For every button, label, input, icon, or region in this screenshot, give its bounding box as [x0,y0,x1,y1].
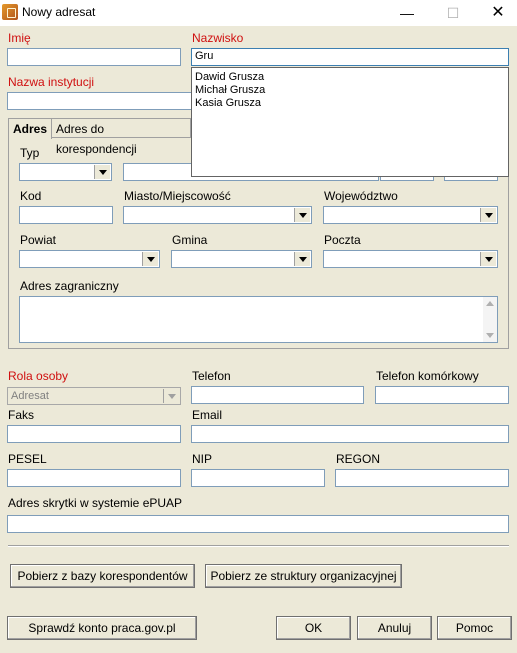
nazwisko-label: Nazwisko [192,31,244,45]
minimize-button[interactable]: — [400,5,414,21]
adres-skrytki-label: Adres skrytki w systemie ePUAP [8,496,183,510]
nazwisko-input[interactable]: Gru [191,48,509,66]
wojewodztwo-select[interactable] [323,206,498,224]
powiat-select[interactable] [19,250,160,268]
telefon-komorkowy-input[interactable] [375,386,509,404]
adres-zagraniczny-textarea[interactable] [19,296,498,343]
gmina-select[interactable] [171,250,312,268]
anuluj-button[interactable]: Anuluj [357,616,432,640]
wojewodztwo-label: Województwo [324,189,398,203]
telefon-label: Telefon [192,369,231,383]
poczta-label: Poczta [324,233,361,247]
email-label: Email [192,408,223,422]
nip-label: NIP [192,452,213,466]
autocomplete-dropdown [191,67,509,177]
gmina-label: Gmina [172,233,208,247]
tab-adres-do-korespondencji[interactable]: Adres do korespondencji [51,118,191,138]
telefon-komorkowy-label: Telefon komórkowy [376,369,479,383]
faks-label: Faks [8,408,35,422]
typ-label: Typ [20,146,40,160]
autocomplete-item[interactable]: Michał Grusza [195,84,266,96]
pomoc-button[interactable]: Pomoc [437,616,512,640]
maximize-button[interactable]: ☐ [446,5,460,21]
miasto-label: Miasto/Miejscowość [124,189,231,203]
scroll-up-icon [486,301,494,306]
pesel-label: PESEL [8,452,47,466]
pobierz-ze-struktury-button[interactable]: Pobierz ze struktury organizacyjnej [205,564,402,588]
chevron-down-icon [480,208,496,222]
typ-select[interactable] [19,163,112,181]
adres-skrytki-input[interactable] [7,515,509,533]
sprawdz-konto-button[interactable]: Sprawdź konto praca.gov.pl [7,616,197,640]
nip-input[interactable] [191,469,325,487]
close-button[interactable]: ✕ [491,4,505,21]
email-input[interactable] [191,425,509,443]
scroll-down-icon [486,333,494,338]
regon-input[interactable] [335,469,509,487]
autocomplete-item[interactable]: Dawid Grusza [195,71,265,83]
nazwa-instytucji-label: Nazwa instytucji [8,75,95,89]
imie-input[interactable] [7,48,181,66]
chevron-down-icon [163,389,179,403]
pesel-input[interactable] [7,469,181,487]
rola-osoby-select[interactable] [7,387,181,405]
imie-label: Imię [8,31,31,45]
separator [8,545,509,547]
scrollbar[interactable] [483,297,497,342]
miasto-select[interactable] [123,206,312,224]
telefon-input[interactable] [191,386,364,404]
kod-label: Kod [20,189,42,203]
app-icon [2,4,18,20]
title-bar [0,0,517,26]
poczta-select[interactable] [323,250,498,268]
pobierz-z-bazy-button[interactable]: Pobierz z bazy korespondentów [10,564,195,588]
powiat-label: Powiat [20,233,57,247]
rola-osoby-label: Rola osoby [8,369,69,383]
chevron-down-icon [480,252,496,266]
autocomplete-item[interactable]: Kasia Grusza [195,97,262,109]
adres-zagraniczny-label: Adres zagraniczny [20,279,119,293]
faks-input[interactable] [7,425,181,443]
ok-button[interactable]: OK [276,616,351,640]
tab-adres[interactable]: Adres [8,118,52,139]
chevron-down-icon [142,252,158,266]
regon-label: REGON [336,452,381,466]
window-title: Nowy adresat [22,5,96,19]
rola-osoby-value: Adresat [11,390,49,402]
chevron-down-icon [294,252,310,266]
chevron-down-icon [294,208,310,222]
kod-input[interactable] [19,206,113,224]
chevron-down-icon [94,165,110,179]
